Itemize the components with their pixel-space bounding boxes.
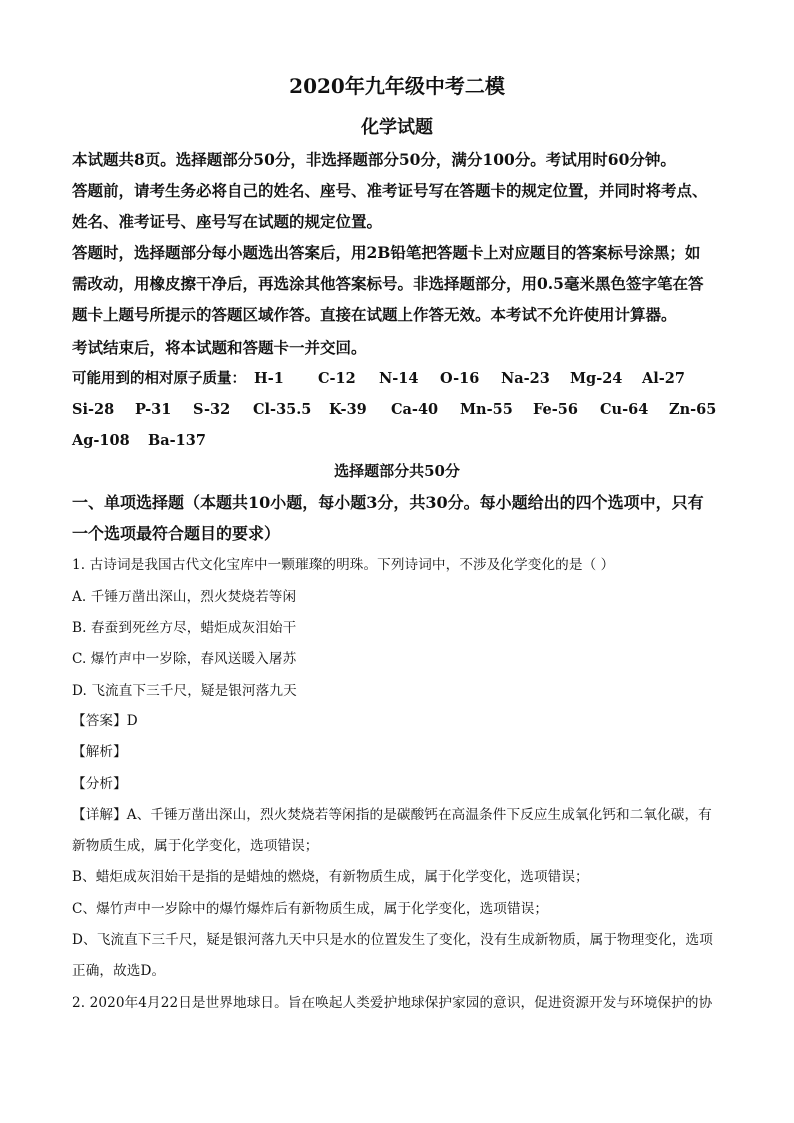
atomic-mass-item: Mg-24 <box>570 370 623 387</box>
atomic-mass-item: Ba-137 <box>148 432 206 449</box>
atomic-mass-item: Ag-108 <box>72 432 130 449</box>
question-1-stem: 1. 古诗词是我国古代文化宝库中一颗璀璨的明珠。下列诗词中，不涉及化学变化的是（ ） <box>72 557 615 573</box>
atomic-mass-item: N-14 <box>379 370 419 387</box>
atomic-mass-item: Cu-64 <box>600 401 649 418</box>
detail-text: D、飞流直下三千尺，疑是银河落九天中只是水的位置发生了变化，没有生成新物质，属于物理变化，选项 <box>72 932 713 948</box>
detail-line: 【详解】A、千锤万凿出深山，烈火焚烧若等闲指的是碳酸钙在高温条件下反应生成氧化钙和二氧化碳，有 <box>72 807 712 823</box>
part-one-heading: 一、单项选择题（本题共10小题，每小题3分，共30分。每小题给出的四个选项中，只有 <box>72 493 704 512</box>
instruction-line: 答题前，请考生务必将自己的姓名、座号、准考证号写在答题卡的规定位置，并同时将考点、 <box>72 181 708 200</box>
answer-line: 【答案】D <box>72 713 138 729</box>
instruction-line: 考试结束后，将本试题和答题卡一并交回。 <box>72 338 367 357</box>
atomic-mass-item: H-1 <box>254 370 284 387</box>
atomic-mass-row-2 <box>72 400 732 420</box>
detail-text: 新物质生成，属于化学变化，选项错误； <box>72 838 319 854</box>
part-one-heading: 一个选项最符合题目的要求） <box>72 524 281 543</box>
atomic-mass-row-1 <box>72 369 732 389</box>
question-1-option-a: A. 千锤万凿出深山，烈火焚烧若等闲 <box>72 589 297 605</box>
question-1-option-c: C. 爆竹声中一岁除，春风送暖入屠苏 <box>72 651 297 667</box>
instruction-line: 题卡上题号所提示的答题区域作答。直接在试题上作答无效。本考试不允许使用计算器。 <box>72 305 677 324</box>
atomic-mass-item: Na-23 <box>501 370 550 387</box>
atomic-mass-item: Mn-55 <box>460 401 513 418</box>
section-heading: 选择题部分共50分 <box>334 462 460 480</box>
atomic-mass-item: Al-27 <box>642 370 685 387</box>
atomic-mass-item: Ca-40 <box>391 401 439 418</box>
detail-tag: 详解 <box>85 807 114 823</box>
atomic-mass-item: Zn-65 <box>669 401 717 418</box>
question-1-option-d: D. 飞流直下三千尺，疑是银河落九天 <box>72 683 297 699</box>
instruction-line: 本试题共8页。选择题部分50分，非选择题部分50分，满分100分。考试用时60分钟。 <box>72 150 676 169</box>
atomic-mass-item: Cl-35.5 <box>253 401 312 418</box>
atomic-mass-label: 可能用到的相对原子质量： <box>72 370 246 387</box>
question-2-stem: 2. 2020年4月22日是世界地球日。旨在唤起人类爱护地球保护家园的意识，促进资源开发与环境保护的协 <box>72 995 713 1011</box>
atomic-mass-row-3 <box>72 431 732 451</box>
detail-text: B、蜡炬成灰泪始干是指的是蜡烛的燃烧，有新物质生成，属于化学变化，选项错误； <box>72 869 589 885</box>
fenxi-line: 【分析】 <box>72 776 127 792</box>
fenxi-tag: 分析 <box>85 776 114 792</box>
atomic-mass-item: Fe-56 <box>533 401 578 418</box>
atomic-mass-item: S-32 <box>193 401 231 418</box>
detail-text: A、千锤万凿出深山，烈火焚烧若等闲指的是碳酸钙在高温条件下反应生成氧化钙和二氧化碳，有 <box>126 807 712 823</box>
detail-text: C、爆竹声中一岁除中的爆竹爆炸后有新物质生成，属于化学变化，选项错误； <box>72 901 549 917</box>
atomic-mass-item: C-12 <box>318 370 356 387</box>
instruction-line: 姓名、准考证号、座号写在试题的规定位置。 <box>72 212 383 231</box>
analysis-tag: 解析 <box>85 744 114 760</box>
answer-tag: 答案 <box>85 713 114 729</box>
question-1-option-b: B. 春蚕到死丝方尽，蜡炬成灰泪始干 <box>72 620 297 636</box>
exam-title: 2020年九年级中考二模 <box>289 74 505 98</box>
instruction-line: 需改动，用橡皮擦干净后，再选涂其他答案标号。非选择题部分，用0.5毫米黑色签字笔在答 <box>72 274 704 293</box>
answer-value: D <box>126 713 138 729</box>
atomic-mass-item: P-31 <box>135 401 172 418</box>
detail-text: 正确，故选D。 <box>72 963 166 979</box>
atomic-mass-item: K-39 <box>329 401 367 418</box>
analysis-line: 【解析】 <box>72 744 127 760</box>
atomic-mass-item: Si-28 <box>72 401 115 418</box>
exam-subtitle: 化学试题 <box>361 117 433 138</box>
atomic-mass-item: O-16 <box>440 370 480 387</box>
instruction-line: 答题时，选择题部分每小题选出答案后，用2B铅笔把答题卡上对应题目的答案标号涂黑；如 <box>72 243 701 262</box>
